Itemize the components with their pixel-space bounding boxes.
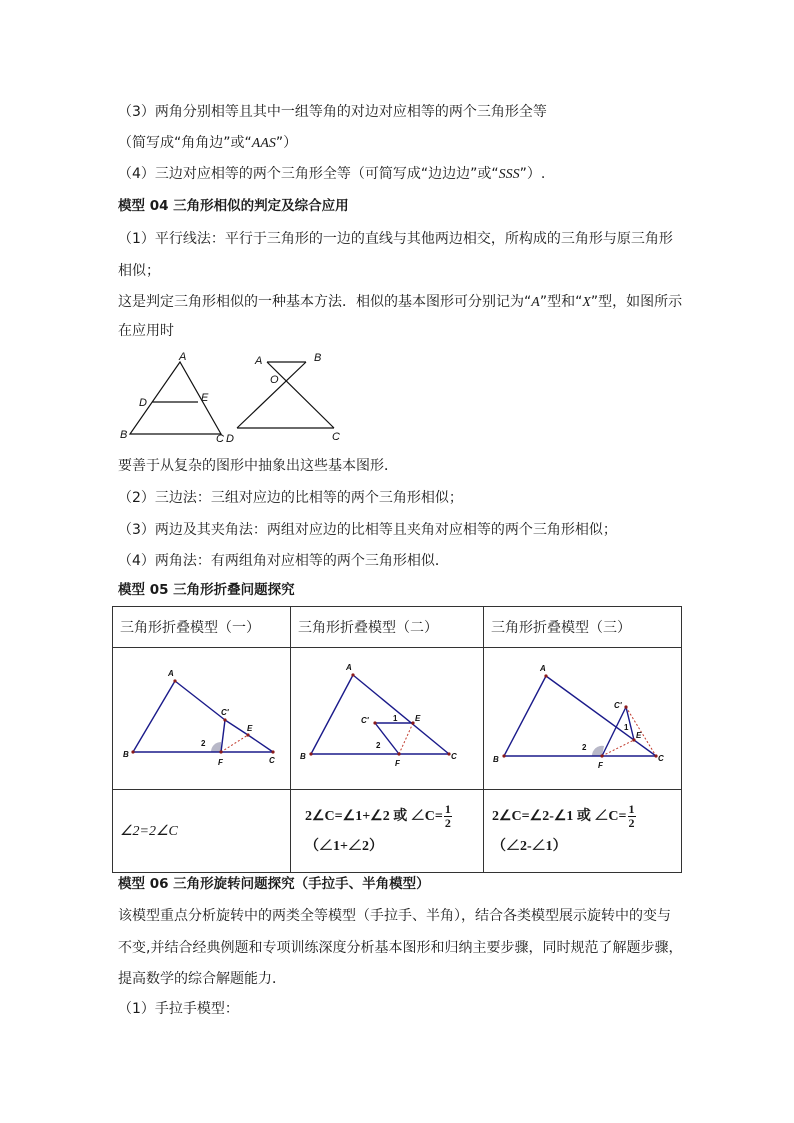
formula-3-sub: （∠2-∠1） (492, 839, 567, 854)
fold3-fe (602, 740, 634, 756)
fold1-label-e: E (247, 724, 253, 733)
formula-2-main: 2∠C=∠1+∠2 或 ∠C= (305, 809, 443, 824)
fold2-label-2: 2 (376, 741, 381, 750)
text-line-11: （4）两角法：有两组角对应相等的两个三角形相似． (118, 553, 449, 569)
text-line-6-a: 这是判定三角形相似的一种基本方法．相似的基本图形可分别记为“ (118, 294, 532, 310)
fold-figure-cell-2 (291, 648, 484, 790)
fold1-dot-a (173, 679, 176, 682)
fold3-label-2: 2 (582, 743, 587, 752)
fold2-label-c: C (451, 752, 457, 761)
fold1-dot-c (271, 750, 274, 753)
formula-model-3 (484, 790, 682, 873)
frac-3-den: 2 (628, 816, 635, 831)
fold1-ab (133, 681, 175, 752)
fold1-label-a: A (168, 669, 174, 678)
text-line-12: （1）手拉手模型： (118, 1001, 239, 1017)
para-line-1: 该模型重点分析旋转中的两类全等模型（手拉手、半角），结合各类模型展示旋转中的变与 (118, 908, 671, 924)
fold3-label-c: C (658, 754, 664, 763)
text-line-6-c: ”型，如图所示 (590, 294, 683, 310)
para-line-2: 不变,并结合经典例题和专项训练深度分析基本图形和归纳主要步骤，同时规范了解题步骤， (118, 940, 683, 956)
fold3-dot-b (502, 754, 505, 757)
fold1-label-cprime: C' (221, 708, 229, 717)
fold3-dot-cprime (624, 705, 627, 708)
text-line-3-main: （4）三边对应相等的两个三角形全等（可简写成“边边边”或“ (118, 166, 499, 182)
text-line-3-end: ”）. (519, 166, 546, 182)
x-type-figure (222, 348, 352, 444)
fold2-label-1: 1 (393, 714, 398, 723)
fold2-label-cprime: C' (361, 716, 369, 725)
text-line-3 (118, 164, 545, 185)
table-header-row (113, 607, 682, 648)
label-x-c: C (332, 431, 340, 443)
fold1-dot-f (219, 750, 222, 753)
formula-model-2 (291, 790, 484, 873)
text-line-2 (118, 133, 297, 154)
fold3-label-a: A (540, 664, 546, 673)
text-line-5: 相似； (118, 263, 160, 279)
text-line-8: 要善于从复杂的图形中抽象出这些基本图形． (118, 458, 398, 474)
fold1-label-2: 2 (201, 739, 206, 748)
x-type-label: X (582, 295, 591, 310)
fold1-cprime-e (225, 720, 248, 735)
fold3-label-e: E (636, 731, 642, 740)
label-x-b: B (314, 352, 322, 364)
label-e: E (201, 392, 209, 404)
fold2-ac (353, 675, 449, 754)
fold3-dot-f (600, 754, 603, 757)
formula-3-main: 2∠C=∠2-∠1 或 ∠C= (492, 809, 627, 824)
fold2-label-f: F (395, 759, 400, 768)
fold1-fc-prime (221, 720, 225, 752)
folding-model-table (112, 606, 682, 873)
fold2-dot-b (309, 752, 312, 755)
fold2-label-a: A (346, 663, 352, 672)
fold1-label-b: B (123, 750, 129, 759)
fold-figure-cell-3 (484, 648, 682, 790)
text-line-2-main: （简写成“角角边”或“ (118, 135, 252, 151)
fold-figure-cell-1 (113, 648, 291, 790)
fold1-dot-cprime (223, 718, 226, 721)
label-x-o: O (270, 374, 279, 386)
sss-abbrev: SSS (498, 167, 520, 182)
fold1-angle-arc (211, 742, 221, 752)
fold1-label-f: F (218, 758, 223, 767)
header-model-1: 三角形折叠模型（一） (113, 607, 291, 648)
formula-model-1 (113, 790, 291, 873)
heading-model-06: 模型 06 三角形旋转问题探究（手拉手、半角模型） (118, 876, 430, 892)
label-d: D (139, 397, 147, 409)
text-line-2-end: ”） (275, 135, 298, 151)
formula-2-sub: （∠1+∠2） (305, 839, 383, 854)
fold1-ac-upper (175, 681, 225, 720)
formula-1-text: ∠2=2∠C (120, 823, 178, 839)
text-line-6-b: ”型和“ (539, 294, 583, 310)
fold3-label-cprime: C' (614, 701, 622, 710)
fold3-label-b: B (493, 755, 499, 764)
label-a: A (179, 351, 187, 363)
table-figure-row (113, 648, 682, 790)
x-type-bd (237, 362, 306, 428)
header-model-2: 三角形折叠模型（二） (291, 607, 484, 648)
label-b: B (120, 429, 128, 441)
fold3-label-f: F (598, 761, 603, 770)
text-line-4: （1）平行线法：平行于三角形的一边的直线与其他两边相交，所构成的三角形与原三角形 (118, 231, 673, 247)
fold-figure-1 (113, 648, 289, 785)
fold2-label-e: E (415, 714, 421, 723)
fold3-ac (546, 676, 656, 756)
text-line-9: （2）三边法：三组对应边的比相等的两个三角形相似； (118, 490, 463, 506)
label-x-a: A (255, 355, 263, 367)
table-formula-row (113, 790, 682, 873)
frac-2-den: 2 (444, 816, 451, 831)
para-line-3: 提高数学的综合解题能力． (118, 971, 286, 987)
formula-3-half (628, 803, 636, 830)
fold1-fe (221, 735, 248, 752)
fold2-label-b: B (300, 752, 306, 761)
fold1-dot-b (131, 750, 134, 753)
fold2-dot-cprime (373, 721, 376, 724)
text-line-7: 在应用时 (118, 323, 174, 339)
fold1-e-c (248, 735, 273, 752)
fold2-fe (399, 723, 413, 754)
text-line-6 (118, 292, 682, 313)
fold2-ab (311, 675, 353, 754)
x-type-ac (267, 362, 334, 428)
fold2-dot-f (397, 752, 400, 755)
heading-model-04: 模型 04 三角形相似的判定及综合应用 (118, 198, 349, 214)
fold3-ab (504, 676, 546, 756)
heading-model-05: 模型 05 三角形折叠问题探究 (118, 582, 295, 598)
text-line-10: （3）两边及其夹角法：两组对应边的比相等且夹角对应相等的两个三角形相似； (118, 522, 617, 538)
a-type-label: A (531, 295, 540, 310)
frac-2-num: 1 (444, 802, 451, 817)
fold3-label-1: 1 (624, 723, 629, 732)
fold-figure-2 (291, 648, 483, 785)
fold2-dot-a (351, 673, 354, 676)
frac-3-num: 1 (628, 802, 635, 817)
text-line-1: （3）两角分别相等且其中一组等角的对边对应相等的两个三角形全等 (118, 104, 547, 120)
aas-abbrev: AAS (251, 136, 276, 151)
formula-2-half (444, 803, 452, 830)
label-x-d: D (226, 433, 234, 444)
label-c-left: C (216, 433, 224, 444)
fold1-label-c: C (269, 756, 275, 765)
fold-figure-3 (484, 648, 681, 785)
fold1-dot-e (246, 733, 249, 736)
header-model-3: 三角形折叠模型（三） (484, 607, 682, 648)
fold3-dot-a (544, 674, 547, 677)
a-type-figure (118, 348, 228, 444)
